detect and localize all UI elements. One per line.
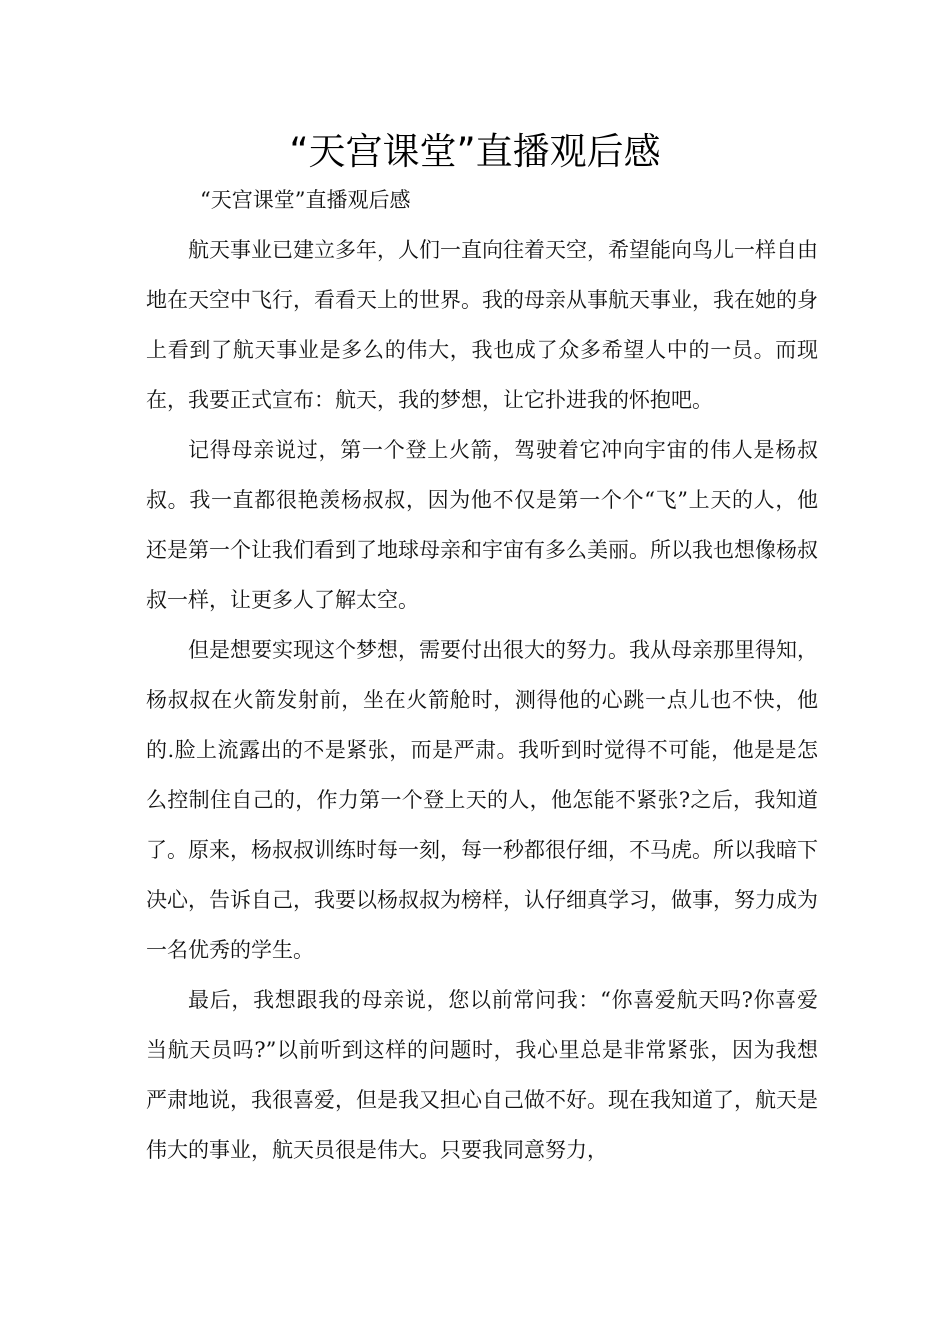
paragraph: 航天事业已建立多年，人们一直向往着天空，希望能向鸟儿一样自由地在天空中飞行，看看天上的世界。我的母亲从事航天事业，我在她的身上看到了航天事业是多么的伟大，我也成了众多希望人中的一员。而现在，我要正式宣布：航天，我的梦想，让它扑进我的怀抱吧。 — [146, 238, 818, 412]
document-body — [146, 184, 818, 1175]
page-title: “天宫课堂”直播观后感 — [289, 130, 661, 173]
paragraph: 最后，我想跟我的母亲说，您以前常问我：“你喜爱航天吗?你喜爱当航天员吗?”以前听到这样的问题时，我心里总是非常紧张，因为我想严肃地说，我很喜爱，但是我又担心自己做不好。现在我知道了，航天是伟大的事业，航天员很是伟大。只要我同意努力， — [146, 988, 818, 1162]
document-subtitle: “天宫课堂”直播观后感 — [200, 188, 411, 212]
paragraph: 但是想要实现这个梦想，需要付出很大的努力。我从母亲那里得知，杨叔叔在火箭发射前，坐在火箭舱时，测得他的心跳一点儿也不快，他的.脸上流露出的不是紧张，而是严肃。我听到时觉得不可能，他是是怎么控制住自己的，作力第一个登上天的人，他怎能不紧张?之后，我知道了。原来，杨叔叔训练时每一刻，每一秒都很仔细，不马虎。所以我暗下决心，告诉自己，我要以杨叔叔为榜样，认仔细真学习，做事，努力成为一名优秀的学生。 — [146, 638, 818, 962]
paragraph: 记得母亲说过，第一个登上火箭，驾驶着它冲向宇宙的伟人是杨叔叔。我一直都很艳羡杨叔叔，因为他不仅是第一个个“飞”上天的人，他还是第一个让我们看到了地球母亲和宇宙有多么美丽。所以我也想像杨叔叔一样，让更多人了解太空。 — [146, 438, 818, 612]
